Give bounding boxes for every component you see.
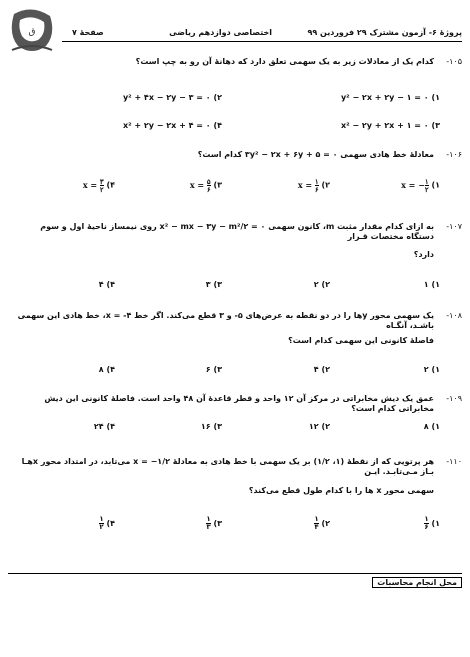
svg-text:ق: ق (28, 27, 36, 37)
question-108 (10, 311, 462, 331)
question-stem-continued: سهمی محور x ها را با کدام طول قطع می‌کند؟ (248, 486, 434, 495)
page-number: صفحهٔ ۷ (72, 28, 104, 37)
option-sign: − (418, 179, 425, 190)
option-lhs: x = (297, 179, 313, 190)
question-stem-continued: فاصلهٔ کانونی این سهمی کدام است؟ (288, 336, 434, 345)
fraction-denominator: ۳ (206, 523, 211, 531)
option-3[interactable] (206, 516, 222, 531)
option-1[interactable] (401, 178, 440, 193)
school-logo-icon (6, 6, 58, 56)
option-lhs: x = (189, 179, 205, 190)
question-stem: عمق یک دیش مخابراتی در مرکز آن ۱۲ واحد و قطر قاعدهٔ آن ۴۸ واحد است. فاصلهٔ کانونی این دیش مخابراتی کدام است؟ (44, 394, 434, 414)
option-1[interactable]: ۱) ۲ (423, 365, 440, 374)
fraction-denominator: ۲ (424, 185, 429, 194)
option-label: ۲) (321, 180, 330, 190)
option-label: ۴) (106, 180, 115, 190)
option-1[interactable] (424, 516, 440, 531)
option-4[interactable]: ۴) x² + ۲y − ۲x + ۴ = ۰ (122, 121, 222, 130)
option-2[interactable]: ۲) ۲ (313, 280, 330, 289)
option-label: ۲) (321, 519, 330, 528)
header-divider (62, 41, 462, 42)
option-label: ۱) (431, 180, 440, 190)
question-109 (10, 394, 462, 414)
question-number: ۱۰۸- (446, 311, 462, 320)
fraction-numerator: ۱ (206, 515, 211, 523)
option-4[interactable]: ۴) ۸ (98, 365, 115, 374)
option-4[interactable]: ۴) ۴ (98, 280, 115, 289)
question-stem: معادلهٔ خط هادی سهمی ۳y² − ۲x + ۶y + ۵ = ۰ کدام است؟ (197, 150, 434, 159)
fraction-numerator: ۱ (424, 177, 429, 186)
question-110 (10, 457, 462, 477)
fraction-denominator: ۶ (206, 185, 211, 194)
option-3[interactable]: ۳) ۶ (205, 365, 222, 374)
option-label: ۱) (431, 519, 440, 528)
question-107-stem-cont (10, 250, 434, 262)
option-4[interactable] (83, 178, 115, 193)
question-stem: یک سهمی محور yها را در دو نقطه به عرض‌های ۵- و ۳ قطع می‌کند. اگر خط ۴- = x، خط هادی این سهمی باشـد، آنگـاه (17, 311, 434, 331)
fraction-numerator: ۳ (99, 177, 104, 186)
fraction-numerator: ۱ (314, 515, 319, 523)
option-label: ۴) (106, 519, 115, 528)
option-1[interactable]: ۱) y² − ۲x + ۲y − ۱ = ۰ (340, 93, 440, 102)
option-3[interactable]: ۳) x² − ۲y + ۲x + ۱ = ۰ (340, 121, 440, 130)
question-number: ۱۰۵- (446, 57, 462, 66)
option-2[interactable]: ۲) y² + ۴x − ۲y − ۳ = ۰ (122, 93, 222, 102)
option-2[interactable]: ۲) ۱۲ (308, 422, 330, 431)
question-stem-continued: دارد؟ (413, 250, 434, 259)
question-stem: به ازای کدام مقدار مثبت m، کانون سهمی x² − mx − ۳y − m²/۲ = ۰ روی نیمساز ناحیهٔ اول و سوم دستگاه مختصات قـرار (40, 222, 434, 242)
question-108-stem-cont (10, 336, 434, 348)
option-4[interactable]: ۴) ۲۴ (93, 422, 115, 431)
question-number: ۱۰۹- (446, 394, 462, 403)
fraction-denominator: ۲ (99, 523, 104, 531)
option-2[interactable]: ۲) ۴ (313, 365, 330, 374)
fraction-denominator: ۶ (424, 523, 429, 531)
option-lhs: x = (82, 179, 98, 190)
fraction-numerator: ۱ (314, 177, 319, 186)
exam-subject: اختصاصی دوازدهم ریاضی (169, 28, 272, 37)
scratch-area-label: محل انجام محاسبات (372, 577, 462, 588)
option-label: ۳) (213, 519, 222, 528)
question-110-stem-cont (10, 486, 434, 498)
option-lhs: x = (401, 179, 416, 190)
fraction-denominator: ۴ (314, 523, 319, 531)
question-stem: کدام یک از معادلات زیر به یک سهمی تعلق دارد که دهانهٔ آن رو به چپ است؟ (135, 57, 434, 66)
fraction-denominator: ۶ (314, 185, 319, 194)
question-105 (10, 57, 462, 71)
option-2[interactable] (314, 516, 330, 531)
option-1[interactable]: ۱) ۸ (423, 422, 440, 431)
fraction-numerator: ۵ (206, 177, 211, 186)
question-number: ۱۰۷- (446, 222, 462, 231)
question-106 (10, 150, 462, 164)
option-3[interactable]: ۳) ۳ (205, 280, 222, 289)
option-3[interactable] (190, 178, 222, 193)
option-2[interactable] (298, 178, 330, 193)
option-1[interactable]: ۱) ۱ (423, 280, 440, 289)
question-107 (10, 222, 462, 242)
question-number: ۱۰۶- (446, 150, 462, 159)
option-label: ۳) (213, 180, 222, 190)
fraction-denominator: ۲ (99, 185, 104, 194)
question-stem: هر پرتویی که از نقطهٔ (۱، ۱/۲) بر یک سهمی با خط هادی به معادلهٔ x = −۱/۲ می‌تابد، در امتداد محور xهـا بـاز مـی‌تابـد. ایـن (21, 457, 434, 477)
question-number: ۱۱۰- (446, 457, 462, 466)
option-4[interactable] (99, 516, 115, 531)
exam-title: پروژهٔ ۶- آزمون مشترک ۲۹ فروردین ۹۹ (307, 28, 462, 37)
option-3[interactable]: ۳) ۱۶ (200, 422, 222, 431)
fraction-numerator: ۱ (99, 515, 104, 523)
fraction-numerator: ۱ (424, 515, 429, 523)
